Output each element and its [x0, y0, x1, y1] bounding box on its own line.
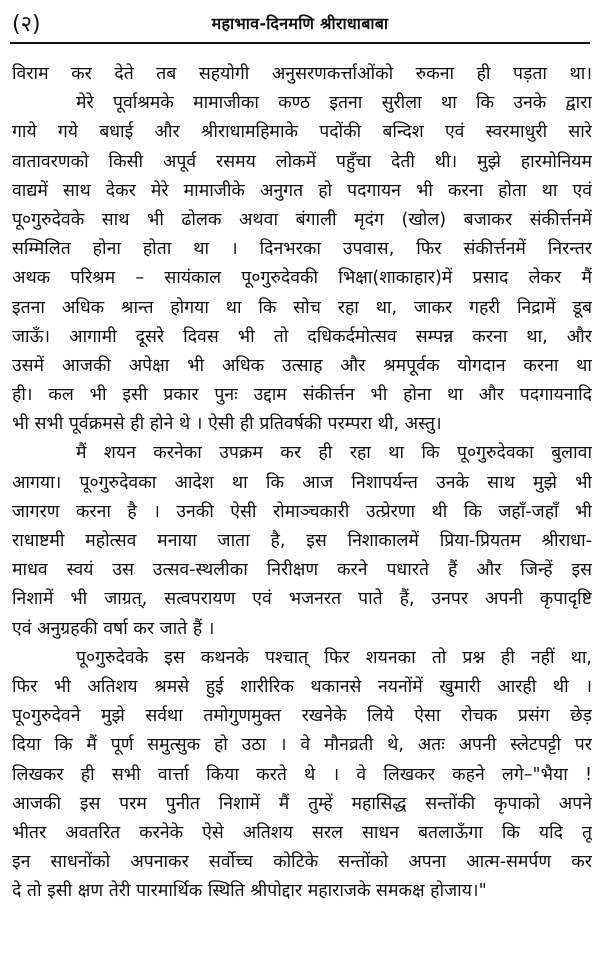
- page-header: [10, 4, 590, 44]
- text-line: भीतर अवतरित करनेके ऐसे अतिशय सरल साधन बतलाऊँगा कि यदि तू: [12, 822, 592, 843]
- text-line: अथक परिश्रम – सायंकाल पू०गुरुदेवकी भिक्षा(शाकाहार)में प्रसाद लेकर मैं: [12, 268, 592, 289]
- text-line: मेरे पूर्वाश्रमके मामाजीका कण्ठ इतना सुरीला था कि उनके द्वारा: [76, 93, 592, 114]
- header-rule: [10, 42, 590, 44]
- text-line: दिया कि मैं पूर्ण समुत्सुक हो उठा । वे मौनव्रती थे, अतः अपनी स्लेटपट्टी पर: [12, 735, 592, 756]
- text-line: जागरण करना है । उनकी ऐसी रोमाञ्चकारी उत्प्रेरणा थी कि जहाँ-जहाँ भी: [12, 501, 592, 522]
- text-line: पू०गुरुदेवके साथ भी ढोलक अथवा बंगाली मृदंग (खोल) बजाकर संकीर्त्तनमें: [12, 209, 592, 230]
- text-line: मैं शयन करनेका उपक्रम कर ही रहा था कि पू०गुरुदेवका बुलावा: [76, 443, 592, 464]
- text-line: माधव स्वयं उस उत्सव-स्थलीका निरीक्षण करने पधारते हैं और जिन्हें इस: [12, 560, 592, 581]
- text-line: वाद्यमें साथ देकर मेरे मामाजीके अनुगत हो पदगायन भी करना होता था एवं: [12, 180, 592, 201]
- text-line: गाये गये बधाई और श्रीराधामहिमाके पदोंकी बन्दिश एवं स्वरमाधुरी सारे: [12, 122, 592, 143]
- text-line: निशामें भी जाग्रत्, सत्वपरायण एवं भजनरत पाते हैं, उनपर अपनी कृपादृष्टि: [12, 589, 592, 610]
- text-line: दे तो इसी क्षण तेरी पारमार्थिक स्थिति श्रीपोद्दार महाराजके समकक्ष होजाय।": [12, 881, 487, 902]
- text-line: वातावरणको किसी अपूर्व रसमय लोकमें पहुँचा देती थी। मुझे हारमोनियम: [12, 151, 592, 172]
- text-line: राधाष्टमी महोत्सव मनाया जाता है, इस निशाकालमें प्रिया-प्रियतम श्रीराधा-: [12, 531, 592, 551]
- text-line: पू०गुरुदेवने मुझे सर्वथा तमोगुणमुक्त रखनेके लिये ऐसा रोचक प्रसंग छेड़: [12, 706, 592, 727]
- text-line: सम्मिलित होना होता था । दिनभरका उपवास, फिर संकीर्त्तनमें निरन्तर: [12, 239, 592, 260]
- text-line: पू०गुरुदेवके इस कथनके पश्चात् फिर शयनका तो प्रश्न ही नहीं था,: [76, 647, 592, 668]
- text-line: फिर भी अतिशय श्रमसे हुई शारीरिक थकानसे नयनोंमें खुमारी आरही थी ।: [12, 676, 592, 697]
- text-line: आजकी इस परम पुनीत निशामें मैं तुम्हें महासिद्ध सन्तोंकी कृपाको अपने: [12, 793, 592, 814]
- text-line: एवं अनुग्रहकी वर्षा कर जाते हैं ।: [12, 618, 215, 639]
- text-line: इन साधनोंको अपनाकर सर्वोच्च कोटिके सन्तोंको अपना आत्म-समर्पण कर: [12, 852, 592, 873]
- running-title: महाभाव-दिनमणि श्रीराधाबाबा: [211, 14, 389, 33]
- page-number: (२): [12, 12, 41, 37]
- body-text: [12, 60, 592, 906]
- text-line: इतना अधिक श्रान्त होगया था कि सोच रहा था, जाकर गहरी निद्रामें डूब: [12, 297, 592, 318]
- text-line: भी सभी पूर्वक्रमसे ही होने थे । ऐसी ही प्रतिवर्षकी परम्परा थी, अस्तु।: [12, 414, 442, 435]
- text-line: ही। कल भी इसी प्रकार पुनः उद्दाम संकीर्त्तन भी होना था और पदगायनादि: [12, 385, 592, 406]
- text-line: विराम कर देते तब सहयोगी अनुसरणकर्त्ताओंको रुकना ही पड़ता था।: [12, 64, 592, 84]
- text-line: उसमें आजकी अपेक्षा भी अधिक उत्साह और श्रमपूर्वक योगदान करना था: [12, 355, 592, 376]
- text-line: जाऊँ। आगामी दूसरे दिवस भी तो दधिकर्दमोत्सव सम्पन्न करना था, और: [12, 326, 592, 347]
- text-line: लिखकर ही सभी वार्त्ता किया करते थे । वे लिखकर कहने लगे–"भैया !: [12, 764, 592, 785]
- text-line: आगया। पू०गुरुदेवका आदेश था कि आज निशापर्यन्त उनके साथ मुझे भी: [12, 472, 592, 493]
